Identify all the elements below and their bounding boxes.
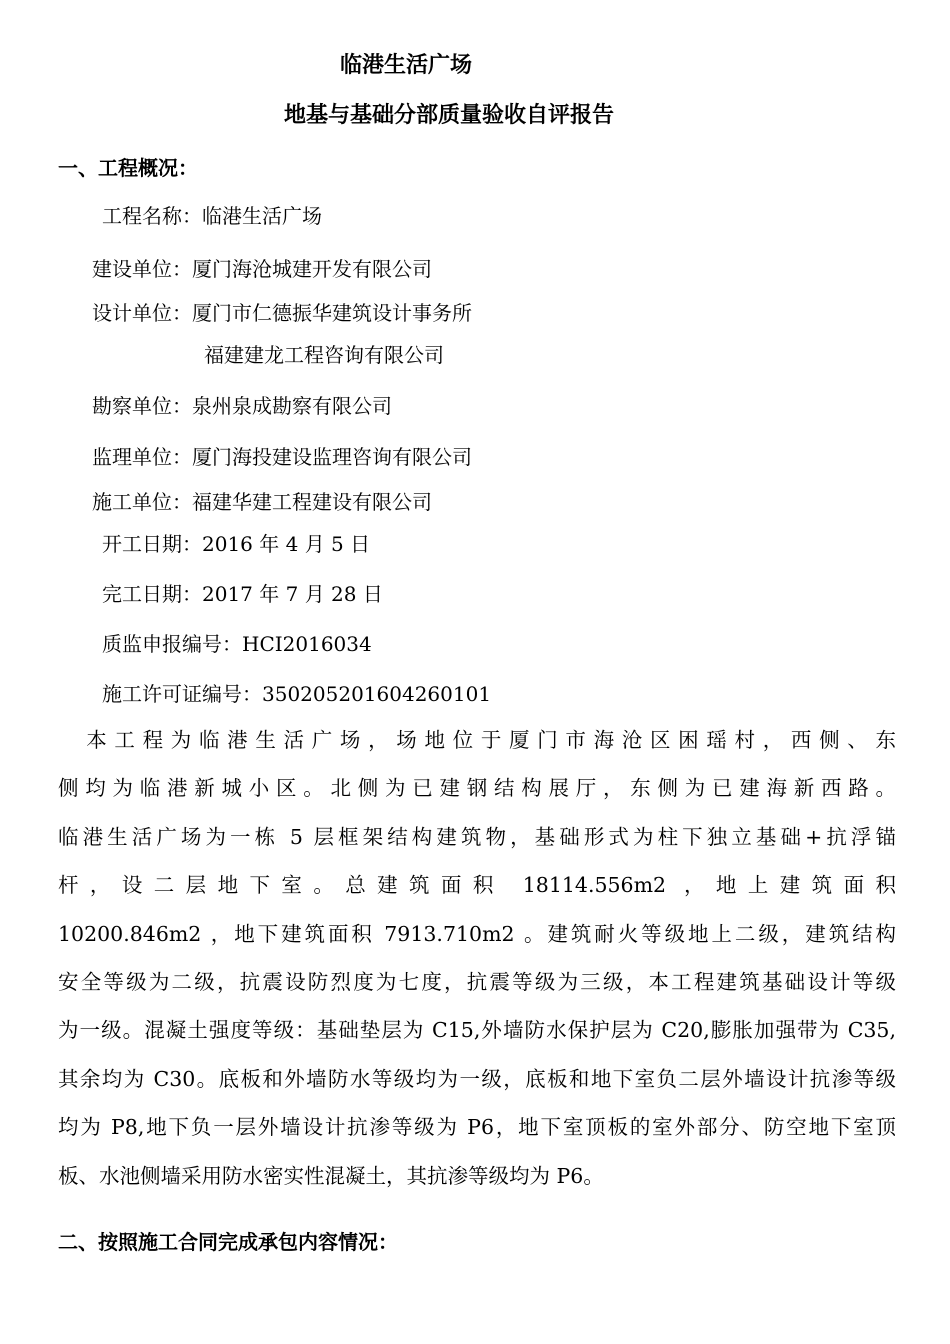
document-title-line1: 临港生活广场 xyxy=(340,53,473,78)
section1-heading: 一、工程概况： xyxy=(58,156,198,180)
overview-line: 10200.846m2 ，地下建筑面积 7913.710m2 。建筑耐火等级地上二级，建筑结构 xyxy=(58,921,896,946)
project-overview-paragraph xyxy=(58,716,896,1200)
start-date-field: 开工日期：2016 年 4 月 5 日 xyxy=(102,532,371,556)
project-name-field: 工程名称：临港生活广场 xyxy=(102,204,322,228)
contractor-field: 施工单位：福建华建工程建设有限公司 xyxy=(92,490,432,514)
overview-line: 安全等级为二级，抗震设防烈度为七度，抗震等级为三级，本工程建筑基础设计等级 xyxy=(58,969,896,994)
overview-line: 侧均为临港新城小区。北侧为已建钢结构展厅，东侧为已建海新西路。 xyxy=(58,776,896,801)
supervisor-field: 监理单位：厦门海投建设监理咨询有限公司 xyxy=(92,445,472,469)
overview-line: 临港生活广场为一栋 5 层框架结构建筑物，基础形式为柱下独立基础+抗浮锚 xyxy=(58,824,896,849)
overview-line-last: 板、水池侧墙采用防水密实性混凝土，其抗渗等级均为 P6。 xyxy=(58,1163,604,1188)
overview-line: 本工程为临港生活广场，场地位于厦门市海沧区困瑶村，西侧、东 xyxy=(58,728,896,752)
end-date-field: 完工日期：2017 年 7 月 28 日 xyxy=(102,582,383,606)
surveyor-field: 勘察单位：泉州泉成勘察有限公司 xyxy=(92,394,392,418)
document-title-line2: 地基与基础分部质量验收自评报告 xyxy=(284,103,615,128)
section2-heading: 二、按照施工合同完成承包内容情况： xyxy=(58,1230,398,1254)
overview-line: 为一级。混凝土强度等级：基础垫层为 C15,外墙防水保护层为 C20,膨胀加强带为 C35, xyxy=(58,1018,896,1043)
quality-report-number-field: 质监申报编号：HCI2016034 xyxy=(102,632,372,656)
designer-field: 设计单位：厦门市仁德振华建筑设计事务所 xyxy=(92,301,472,325)
overview-line: 均为 P8,地下负一层外墙设计抗渗等级为 P6，地下室顶板的室外部分、防空地下室顶 xyxy=(58,1115,896,1140)
overview-line: 其余均为 C30。底板和外墙防水等级均为一级，底板和地下室负二层外墙设计抗渗等级 xyxy=(58,1066,896,1091)
designer-field-second: 福建建龙工程咨询有限公司 xyxy=(204,343,444,367)
permit-number-field: 施工许可证编号：350205201604260101 xyxy=(102,682,492,706)
builder-field: 建设单位：厦门海沧城建开发有限公司 xyxy=(92,257,432,281)
overview-line: 杆，设二层地下室。总建筑面积 18114.556m2 ，地上建筑面积 xyxy=(58,873,896,898)
